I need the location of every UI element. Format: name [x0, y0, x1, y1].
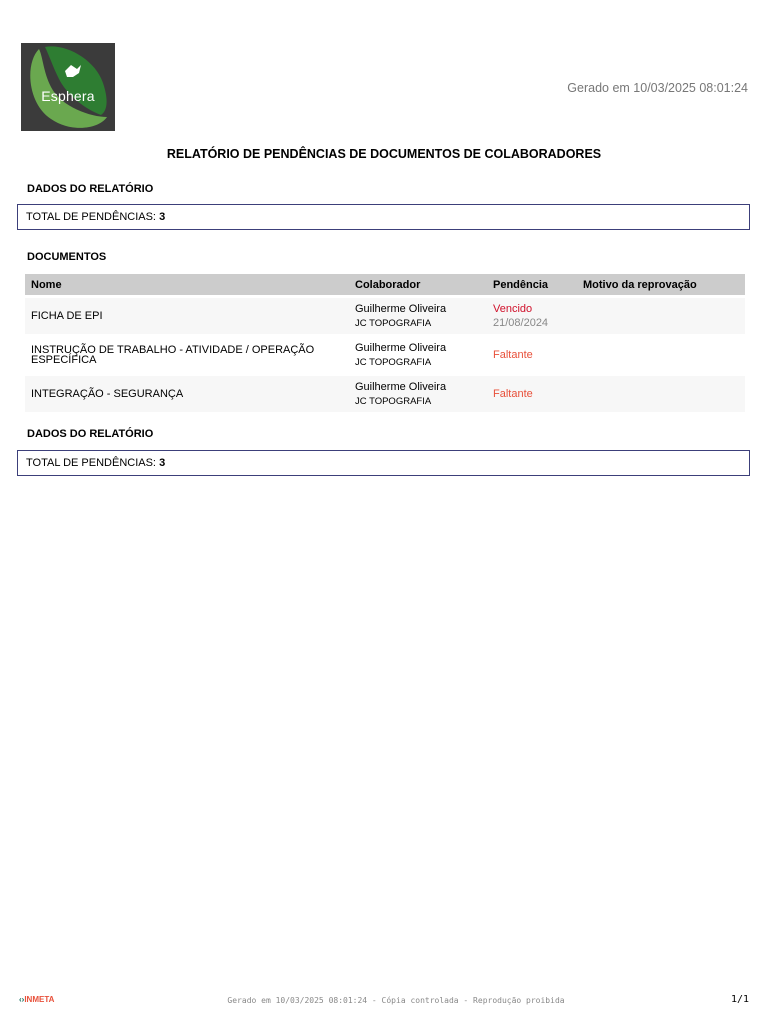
report-title: RELATÓRIO DE PENDÊNCIAS DE DOCUMENTOS DE COLABORADORES: [166, 147, 602, 161]
table-row: [25, 298, 745, 334]
footer-brand-text: INMETA: [24, 995, 55, 1004]
total-pending-label: TOTAL DE PENDÊNCIAS:: [26, 457, 156, 469]
summary-box-bottom: [17, 450, 750, 476]
pending-cell: [487, 337, 577, 373]
footer-text: Gerado em 10/03/2025 08:01:24 - Cópia controlada - Reprodução proibida: [227, 996, 565, 1005]
report-data-title-bottom: DADOS DO RELATÓRIO: [27, 428, 154, 440]
generated-timestamp: Gerado em 10/03/2025 08:01:24: [567, 81, 748, 95]
document-name: INSTRUÇÃO DE TRABALHO - ATIVIDADE / OPERAÇÃO ESPECÍFICA: [25, 337, 349, 373]
pending-cell: [487, 376, 577, 412]
collaborator-name: Guilherme Oliveira: [355, 342, 447, 354]
collaborator-company: JC TOPOGRAFIA: [355, 396, 432, 407]
table-row: [25, 376, 745, 412]
column-header-rejection-reason: Motivo da reprovação: [577, 274, 745, 295]
collaborator-cell: [349, 376, 487, 412]
rejection-reason: [577, 337, 745, 373]
logo-text: Esphera: [41, 88, 95, 104]
table-row: [25, 337, 745, 373]
collaborator-name: Guilherme Oliveira: [355, 303, 447, 315]
report-data-title: DADOS DO RELATÓRIO: [27, 183, 154, 195]
document-name: FICHA DE EPI: [25, 298, 349, 334]
collaborator-cell: [349, 298, 487, 334]
table-header-row: [25, 274, 745, 295]
column-header-pending: Pendência: [487, 274, 577, 295]
brand-chevron-icon: ‹›: [19, 995, 25, 1004]
total-pending-value: 3: [159, 457, 166, 469]
status-badge: Faltante: [493, 349, 533, 361]
documents-table: [25, 271, 745, 415]
status-badge: Vencido: [493, 303, 533, 315]
total-pending-value: 3: [159, 211, 166, 223]
collaborator-company: JC TOPOGRAFIA: [355, 357, 432, 368]
status-date: 21/08/2024: [493, 317, 549, 329]
total-pending-label: TOTAL DE PENDÊNCIAS:: [26, 211, 156, 223]
logo-leaf-icon: [21, 43, 115, 131]
documents-title: DOCUMENTOS: [27, 251, 107, 263]
pending-cell: [487, 298, 577, 334]
page-number: 1/1: [730, 994, 749, 1005]
rejection-reason: [577, 298, 745, 334]
rejection-reason: [577, 376, 745, 412]
column-header-name: Nome: [25, 274, 349, 295]
collaborator-cell: [349, 337, 487, 373]
collaborator-company: JC TOPOGRAFIA: [355, 318, 432, 329]
column-header-collaborator: Colaborador: [349, 274, 487, 295]
summary-box-top: [17, 204, 750, 230]
status-badge: Faltante: [493, 388, 533, 400]
collaborator-name: Guilherme Oliveira: [355, 381, 447, 393]
company-logo: [21, 43, 115, 131]
document-name: INTEGRAÇÃO - SEGURANÇA: [25, 376, 349, 412]
